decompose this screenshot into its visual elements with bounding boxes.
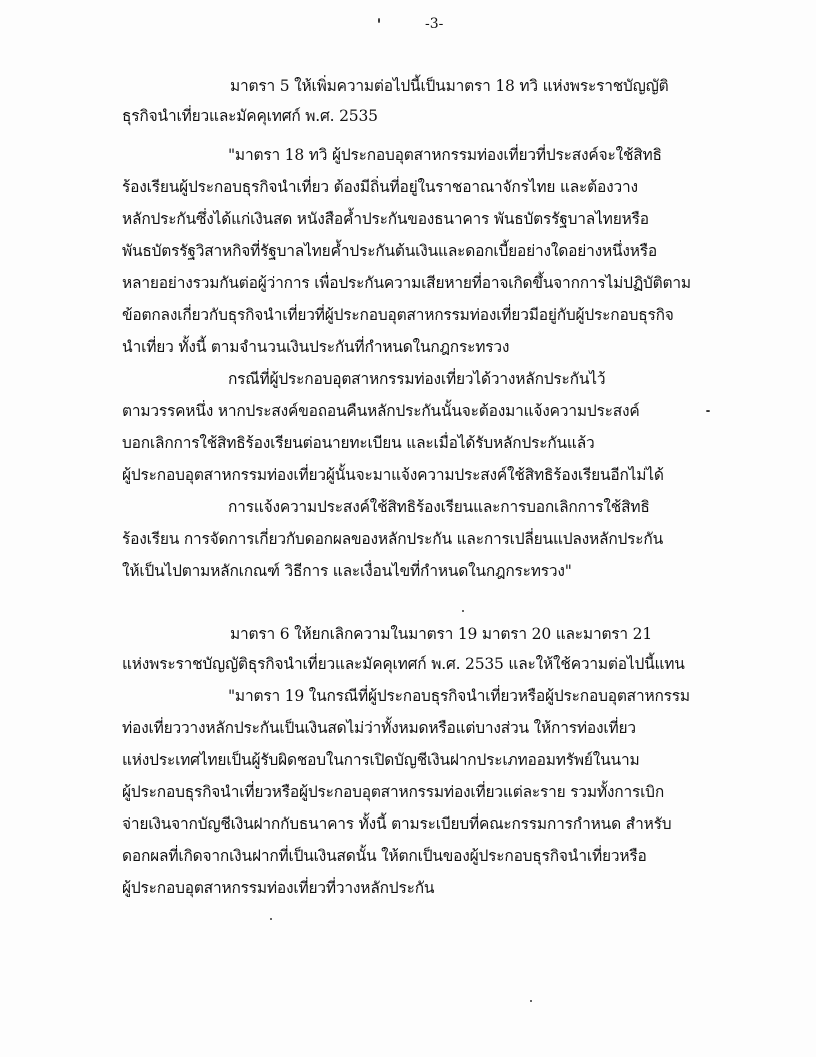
section6-p1-line: แห่งประเทศไทยเป็นผู้รับผิดชอบในการเปิดบัญชีเงินฝากประเภทออมทรัพย์ในนาม (122, 751, 640, 769)
section5-p1-line: "มาตรา 18 ทวิ ผู้ประกอบอุตสาหกรรมท่องเที่ยวที่ประสงค์จะใช้สิทธิ (228, 146, 662, 164)
scan-speck (378, 18, 380, 23)
scan-speck (462, 610, 464, 612)
section5-p2-line: ผู้ประกอบอุตสาหกรรมท่องเที่ยวผู้นั้นจะมาแจ้งความประสงค์ใช้สิทธิร้องเรียนอีกไม่ได้ (122, 466, 664, 484)
section5-intro-line2: ธุรกิจนำเที่ยวและมัคคุเทศก์ พ.ศ. 2535 (122, 107, 378, 125)
section5-p2-line: กรณีที่ผู้ประกอบอุตสาหกรรมท่องเที่ยวได้วางหลักประกันไว้ (228, 370, 606, 388)
section5-p1-line: นำเที่ยว ทั้งนี้ ตามจำนวนเงินประกันที่กำหนดในกฎกระทรวง (122, 338, 510, 356)
section6-p1-line: ผู้ประกอบธุรกิจนำเที่ยวหรือผู้ประกอบอุตสาหกรรมท่องเที่ยวแต่ละราย รวมทั้งการเบิก (122, 783, 665, 801)
section5-p2-line: ตามวรรคหนึ่ง หากประสงค์ขอถอนคืนหลักประกันนั้นจะต้องมาแจ้งความประสงค์ (122, 402, 640, 420)
page-number: -3- (425, 16, 444, 32)
section5-p1-line: ร้องเรียนผู้ประกอบธุรกิจนำเที่ยว ต้องมีถิ่นที่อยู่ในราชอาณาจักรไทย และต้องวาง (122, 178, 638, 196)
section5-p1-line: หลายอย่างรวมกันต่อผู้ว่าการ เพื่อประกันความเสียหายที่อาจเกิดขึ้นจากการไม่ปฏิบัติตาม (122, 274, 691, 292)
section5-intro-line1: มาตรา 5 ให้เพิ่มความต่อไปนี้เป็นมาตรา 18 ทวิ แห่งพระราชบัญญัติ (230, 77, 669, 95)
scan-speck (270, 918, 272, 920)
section6-p1-line: ผู้ประกอบอุตสาหกรรมท่องเที่ยวที่วางหลักประกัน (122, 879, 435, 897)
section6-p1-line: "มาตรา 19 ในกรณีที่ผู้ประกอบธุรกิจนำเที่ยวหรือผู้ประกอบอุตสาหกรรม (228, 687, 690, 705)
section5-p3-line: การแจ้งความประสงค์ใช้สิทธิร้องเรียนและการบอกเลิกการใช้สิทธิ (228, 498, 650, 516)
section6-intro-line2: แห่งพระราชบัญญัติธุรกิจนำเที่ยวและมัคคุเทศก์ พ.ศ. 2535 และให้ใช้ความต่อไปนี้แทน (122, 655, 685, 673)
section5-p3-line: ให้เป็นไปตามหลักเกณฑ์ วิธีการ และเงื่อนไขที่กำหนดในกฎกระทรวง" (122, 562, 572, 580)
section6-p1-line: จ่ายเงินจากบัญชีเงินฝากกับธนาคาร ทั้งนี้ ตามระเบียบที่คณะกรรมการกำหนด สำหรับ (122, 815, 672, 833)
section5-p1-line: ข้อตกลงเกี่ยวกับธุรกิจนำเที่ยวที่ผู้ประกอบอุตสาหกรรมท่องเที่ยวมีอยู่กับผู้ประกอบธุรกิจ (122, 306, 674, 324)
section5-p1-line: หลักประกันซึ่งได้แก่เงินสด หนังสือค้ำประกันของธนาคาร พันธบัตรรัฐบาลไทยหรือ (122, 210, 649, 228)
scan-speck (706, 410, 710, 412)
section5-p1-line: พันธบัตรรัฐวิสาหกิจที่รัฐบาลไทยค้ำประกันต้นเงินและดอกเบี้ยอย่างใดอย่างหนึ่งหรือ (122, 242, 658, 260)
section5-p3-line: ร้องเรียน การจัดการเกี่ยวกับดอกผลของหลักประกัน และการเปลี่ยนแปลงหลักประกัน (122, 530, 664, 548)
section5-p2-line: บอกเลิกการใช้สิทธิร้องเรียนต่อนายทะเบียน และเมื่อได้รับหลักประกันแล้ว (122, 434, 595, 452)
scan-speck (530, 1000, 532, 1002)
section6-intro-line1: มาตรา 6 ให้ยกเลิกความในมาตรา 19 มาตรา 20 และมาตรา 21 (230, 625, 652, 643)
section6-p1-line: ท่องเที่ยววางหลักประกันเป็นเงินสดไม่ว่าทั้งหมดหรือแต่บางส่วน ให้การท่องเที่ยว (122, 719, 636, 737)
section6-p1-line: ดอกผลที่เกิดจากเงินฝากที่เป็นเงินสดนั้น ให้ตกเป็นของผู้ประกอบธุรกิจนำเที่ยวหรือ (122, 847, 647, 865)
